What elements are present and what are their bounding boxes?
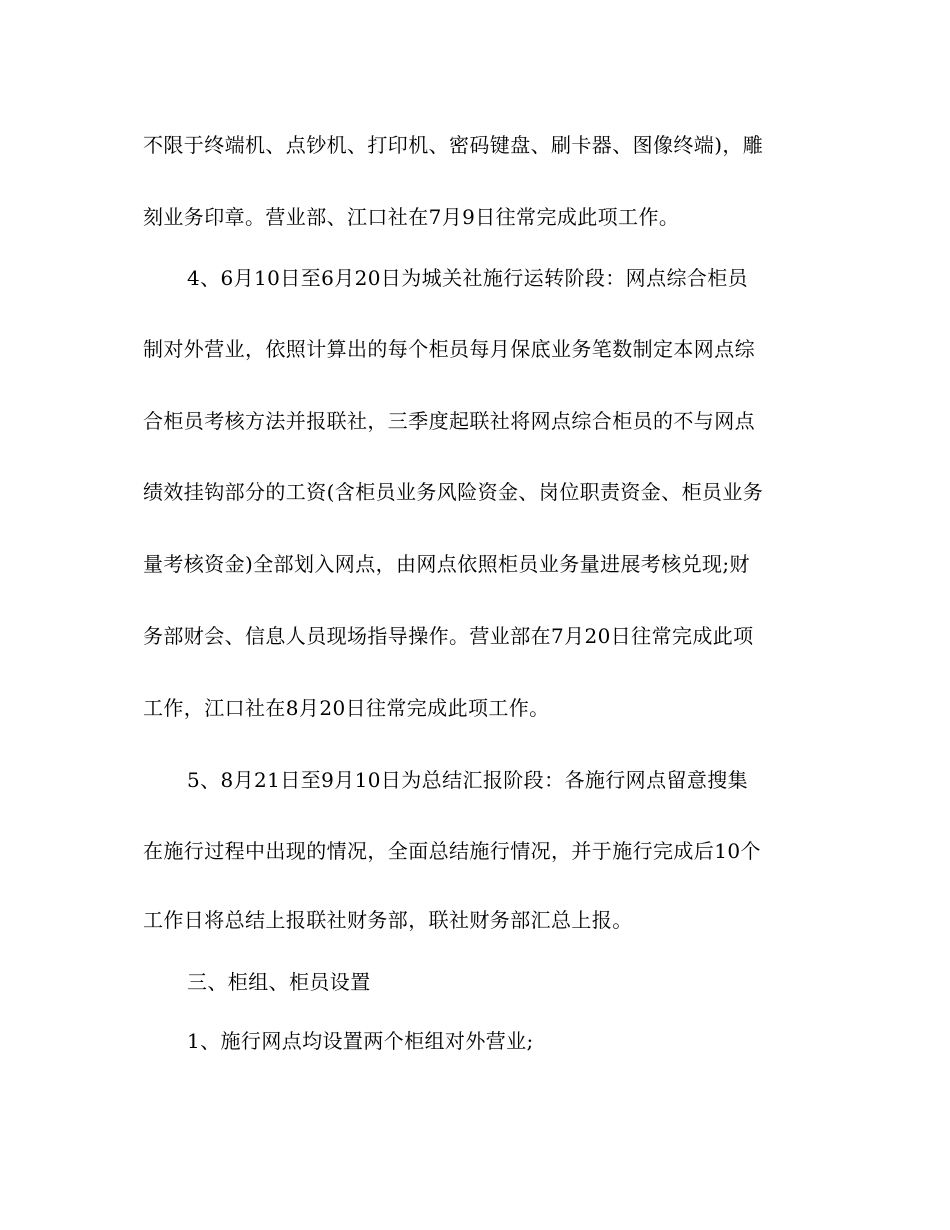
paragraph-line-5: 合柜员考核方法并报联社，三季度起联社将网点综合柜员的不与网点	[143, 409, 755, 433]
paragraph-line-14: 1、施行网点均设置两个柜组对外营业;	[187, 1029, 534, 1053]
paragraph-line-7: 量考核资金)全部划入网点，由网点依照柜员业务量进展考核兑现;财	[143, 552, 750, 576]
paragraph-line-2: 刻业务印章。营业部、江口社在7月9日往常完成此项工作。	[143, 205, 680, 229]
paragraph-line-4: 制对外营业，依照计算出的每个柜员每月保底业务笔数制定本网点综	[143, 337, 755, 361]
paragraph-line-3: 4、6月10日至6月20日为城关社施行运转阶段：网点综合柜员	[187, 266, 749, 290]
paragraph-line-8: 务部财会、信息人员现场指导操作。营业部在7月20日往常完成此项	[143, 624, 754, 648]
paragraph-line-9: 工作，江口社在8月20日往常完成此项工作。	[143, 696, 550, 720]
paragraph-line-11: 在施行过程中出现的情况，全面总结施行情况，并于施行完成后10个	[143, 839, 761, 863]
paragraph-line-1: 不限于终端机、点钞机、打印机、密码键盘、刷卡器、图像终端)，雕	[143, 133, 764, 157]
paragraph-line-12: 工作日将总结上报联社财务部，联社财务部汇总上报。	[143, 908, 633, 932]
paragraph-line-6: 绩效挂钩部分的工资(含柜员业务风险资金、岗位职责资金、柜员业务	[143, 480, 764, 504]
section-heading: 三、柜组、柜员设置	[187, 970, 371, 994]
paragraph-line-10: 5、8月21日至9月10日为总结汇报阶段：各施行网点留意搜集	[187, 768, 749, 792]
